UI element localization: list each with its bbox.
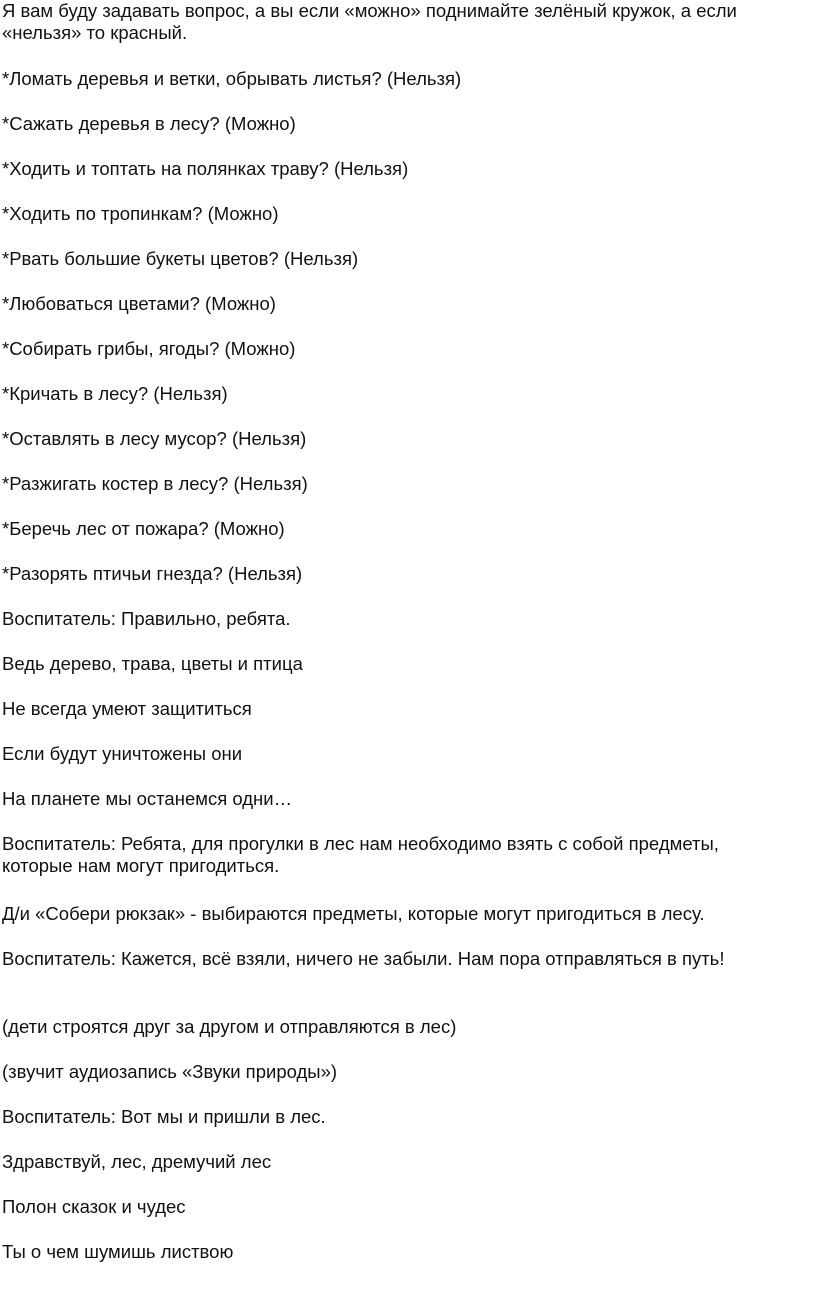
question-item: *Оставлять в лесу мусор? (Нельзя) [2,428,307,449]
teacher-line: Воспитатель: Вот мы и пришли в лес. [2,1106,326,1127]
poem-line: Ты о чем шумишь листвою [2,1241,234,1262]
intro-paragraph: Я вам буду задавать вопрос, а вы если «можно» поднимайте зелёный кружок, а если «нельзя» то красный. [2,0,737,43]
question-item: *Сажать деревья в лесу? (Можно) [2,113,296,134]
stage-direction: (дети строятся друг за другом и отправляются в лес) [2,1016,457,1037]
poem-line: Полон сказок и чудес [2,1196,186,1217]
question-item: *Рвать большие букеты цветов? (Нельзя) [2,248,359,269]
question-item: *Разжигать костер в лесу? (Нельзя) [2,473,308,494]
poem-line: На планете мы останемся одни… [2,788,293,809]
question-item: *Беречь лес от пожара? (Можно) [2,518,285,539]
poem-line: Не всегда умеют защититься [2,698,252,719]
question-item: *Ломать деревья и ветки, обрывать листья? (Нельзя) [2,68,462,89]
teacher-line: Воспитатель: Ребята, для прогулки в лес нам необходимо взять с собой предметы, которые нам могут пригодиться. [2,833,719,876]
question-item: *Собирать грибы, ягоды? (Можно) [2,338,296,359]
poem-line: Если будут уничтожены они [2,743,243,764]
question-item: *Разорять птичьи гнезда? (Нельзя) [2,563,303,584]
poem-line: Ведь дерево, трава, цветы и птица [2,653,303,674]
stage-direction: (звучит аудиозапись «Звуки природы») [2,1061,338,1082]
poem-line: Здравствуй, лес, дремучий лес [2,1151,272,1172]
teacher-line: Воспитатель: Кажется, всё взяли, ничего не забыли. Нам пора отправляться в путь! [2,948,725,969]
teacher-line: Воспитатель: Правильно, ребята. [2,608,291,629]
game-description: Д/и «Собери рюкзак» - выбираются предметы, которые могут пригодиться в лесу. [2,903,705,924]
question-item: *Кричать в лесу? (Нельзя) [2,383,228,404]
question-item: *Ходить по тропинкам? (Можно) [2,203,279,224]
question-item: *Любоваться цветами? (Можно) [2,293,276,314]
question-item: *Ходить и топтать на полянках траву? (Нельзя) [2,158,409,179]
